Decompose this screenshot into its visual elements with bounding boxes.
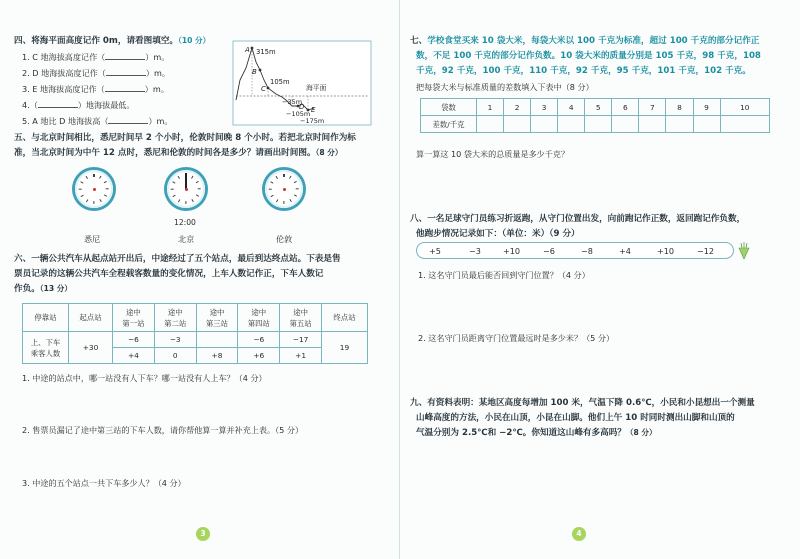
q6-sub-1: 1. 中途的站点中，哪一站没有人下车？哪一站没有人上车？（4 分）: [22, 373, 267, 383]
col-7: 7: [639, 99, 666, 116]
diff-10[interactable]: [720, 116, 769, 133]
sydney-clock: [72, 167, 116, 211]
q5-title-2: 准，当北京时间为中午 12 点时，悉尼和伦敦的时间各是多少？请画出时间图。（8 分）: [14, 148, 343, 158]
up-3: +8: [196, 348, 238, 364]
label-105m: 105m: [270, 78, 290, 86]
run-4: −6: [543, 246, 555, 256]
q7-calc: 算一算这 10 袋大米的总质量是多少千克？: [416, 149, 570, 159]
q6-sub-3: 3. 中途的五个站点一共下车多少人？（4 分）: [22, 478, 186, 488]
label-minus-35m: −35m: [282, 98, 303, 106]
diff-2[interactable]: [504, 116, 531, 133]
col-3: 3: [531, 99, 558, 116]
q4-line-3: 3. E 地海拔高度记作（ ）m。: [22, 84, 169, 94]
up-5: +1: [280, 348, 322, 364]
header-mid-2: 途中 第二站: [154, 304, 196, 332]
q8-sub-2: 2. 这名守门员距离守门位置最远时是多少米？（5 分）: [418, 333, 615, 343]
diff-4[interactable]: [558, 116, 585, 133]
diff-5[interactable]: [585, 116, 612, 133]
diff-1[interactable]: [477, 116, 504, 133]
q7-line-2: 数，不足 100 千克的部分记作负数。10 袋大米的质量分别是 105 千克，98 千克，108: [416, 51, 761, 61]
col-10: 10: [720, 99, 769, 116]
point-a: [251, 47, 254, 50]
down-4: −6: [238, 332, 280, 348]
up-2: 0: [154, 348, 196, 364]
col-6: 6: [612, 99, 639, 116]
q9-title: 九、有资料表明：某地区高度每增加 100 米，气温下降 0.6℃，小民和小昆想出一个测量: [410, 398, 755, 408]
down-5: −17: [280, 332, 322, 348]
q8-title: 八、一名足球守门员练习折返跑，从守门位置出发，向前跑记作正数，返回跑记作负数，: [410, 214, 746, 224]
col-4: 4: [558, 99, 585, 116]
label-a: A: [245, 46, 250, 54]
col-8: 8: [666, 99, 693, 116]
q8-title-2: 他跑步情况记录如下：（单位：米）（9 分）: [416, 229, 580, 239]
q4-line-4: 4.（ ）地海拔最低。: [22, 100, 135, 110]
up-4: +6: [238, 348, 280, 364]
header-mid-5: 途中 第五站: [280, 304, 322, 332]
q9-title-3: 气温分别为 2.5℃和 −2℃。你知道这山峰有多高吗？（8 分）: [416, 428, 657, 438]
col-5: 5: [585, 99, 612, 116]
run-2: −3: [469, 246, 481, 256]
row-label: 上、下车 乘客人数: [23, 332, 69, 364]
london-label: 伦敦: [276, 234, 293, 244]
q4-line-1: 1. C 地海拔高度记作（ ）m。: [22, 52, 170, 62]
header-mid-1: 途中 第一站: [113, 304, 155, 332]
run-6: +4: [619, 246, 631, 256]
rice-difference-table: [420, 98, 770, 133]
diff-6[interactable]: [612, 116, 639, 133]
label-c: C: [261, 85, 266, 93]
header-mid-3: 途中 第三站: [196, 304, 238, 332]
run-3: +10: [503, 246, 521, 256]
q4-line-2: 2. D 地海拔高度记作（ ）m。: [22, 68, 170, 78]
run-5: −8: [581, 246, 593, 256]
right-page: [400, 0, 800, 559]
point-c: [267, 87, 270, 90]
header-start: 起点站: [69, 304, 113, 332]
label-minus-105m: −105m: [286, 110, 311, 118]
col-1: 1: [477, 99, 504, 116]
q6-title: 六、一辆公共汽车从起点站开出后，中途经过了五个站点，最后到达终点站。下表是售: [14, 254, 341, 264]
london-clock: [262, 167, 306, 211]
label-315m: 315m: [256, 48, 276, 56]
q6-title-2: 票员记录的这辆公共汽车全程载客数量的变化情况，上车人数记作正，下车人数记: [14, 269, 324, 279]
diff-3[interactable]: [531, 116, 558, 133]
q6-title-3: 作负。（13 分）: [14, 284, 72, 294]
down-1: −6: [113, 332, 155, 348]
point-b: [259, 69, 262, 72]
q6-sub-2: 2. 售票员漏记了途中第三站的下车人数，请你帮他算一算并补充上表。（5 分）: [22, 425, 304, 435]
end-value: 19: [322, 332, 368, 364]
carrot-icon: [736, 242, 752, 260]
q5-title: 五、与北京时间相比，悉尼时间早 2 个小时，伦敦时间晚 8 个小时。若把北京时间作为标: [14, 133, 356, 143]
run-1: +5: [429, 246, 441, 256]
label-d: D: [299, 103, 305, 111]
run-record-bar: [416, 242, 734, 259]
start-value: +30: [69, 332, 113, 364]
header-bags: 袋数: [421, 99, 477, 116]
label-sea-level: 海平面: [306, 84, 327, 92]
up-1: +4: [113, 348, 155, 364]
q7-fill-instruction: 把每袋大米与标准质量的差数填入下表中（8 分）: [416, 82, 594, 92]
down-3: [196, 332, 238, 348]
diff-8[interactable]: [666, 116, 693, 133]
q7-title: 七、学校食堂买来 10 袋大米，每袋大米以 100 千克为标准，超过 100 千克的部分记作正: [410, 36, 760, 46]
beijing-time: 12:00: [174, 218, 196, 227]
run-8: −12: [697, 246, 715, 256]
q8-sub-1: 1. 这名守门员最后能否回到守门位置？（4 分）: [418, 270, 590, 280]
minute-hand: [185, 173, 187, 189]
q9-title-2: 山峰高度的方法，小民在山顶，小昆在山脚。他们上午 10 时同时测出山脚和山顶的: [416, 413, 735, 423]
header-difference: 差数/千克: [421, 116, 477, 133]
down-2: −3: [154, 332, 196, 348]
beijing-label: 北京: [178, 234, 195, 244]
diff-7[interactable]: [639, 116, 666, 133]
header-stop: 停靠站: [23, 304, 69, 332]
q7-line-3: 千克，92 千克，100 千克，110 千克，92 千克，95 千克，101 千克，102 千克。: [416, 66, 751, 76]
sydney-label: 悉尼: [84, 234, 101, 244]
page-number-right: 4: [572, 527, 586, 541]
run-7: +10: [657, 246, 675, 256]
col-9: 9: [693, 99, 720, 116]
mountain-diagram: [232, 40, 372, 126]
col-2: 2: [504, 99, 531, 116]
diff-9[interactable]: [693, 116, 720, 133]
page-number-left: 3: [196, 527, 210, 541]
label-b: B: [252, 68, 257, 76]
header-mid-4: 途中 第四站: [238, 304, 280, 332]
q4-title: 四、将海平面高度记作 0m，请看图填空。（10 分）: [14, 36, 211, 46]
label-e: E: [311, 106, 316, 114]
bus-passenger-table: [22, 303, 368, 364]
beijing-clock: [164, 167, 208, 211]
label-minus-175m: −175m: [300, 117, 325, 125]
q4-line-5: 5. A 地比 D 地海拔高（ ）m。: [22, 116, 173, 126]
header-end: 终点站: [322, 304, 368, 332]
